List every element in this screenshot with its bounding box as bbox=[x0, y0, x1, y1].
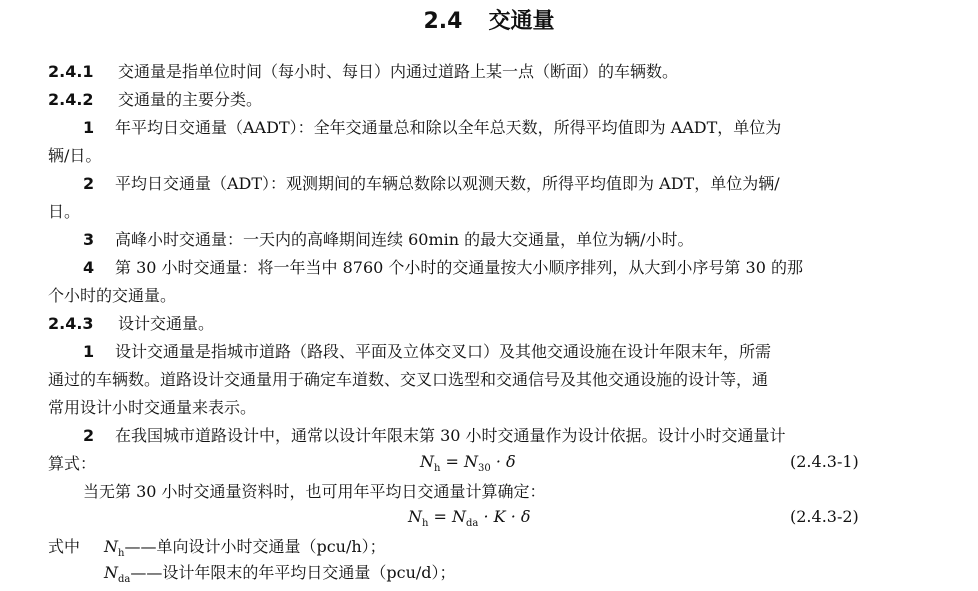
fallback-note: 当无第 30 小时交通量资料时，也可用年平均日交通量计算确定： bbox=[83, 482, 546, 501]
item-1-line-2: 辆/日。 bbox=[48, 146, 102, 165]
item-text: 年平均日交通量（AADT）：全年交通量总和除以全年总天数，所得平均值即为 AADT，单位为 bbox=[115, 118, 782, 137]
section-heading: 交通量 bbox=[488, 9, 555, 34]
section-title bbox=[0, 4, 978, 35]
formula-2-4-3-1: $N_h = N_{30} \cdot \delta$ bbox=[420, 452, 516, 475]
item-text: 高峰小时交通量：一天内的高峰期间连续 60min 的最大交通量，单位为辆/小时。 bbox=[115, 230, 694, 249]
section-number: 2.4 bbox=[423, 9, 463, 34]
clause-number: 2.4.3 bbox=[48, 314, 94, 333]
definition-text: ——单向设计小时交通量（pcu/h）； bbox=[124, 537, 386, 556]
design-item-1-line-1 bbox=[83, 342, 771, 362]
item-2-line-2: 日。 bbox=[48, 202, 81, 221]
item-number: 2 bbox=[83, 174, 95, 193]
definition-text: ——设计年限末的年平均日交通量（pcu/d）； bbox=[130, 563, 456, 582]
item-text: 在我国城市道路设计中，通常以设计年限末第 30 小时交通量作为设计依据。设计小时交通量计 bbox=[115, 426, 786, 445]
item-4-line-1 bbox=[83, 258, 803, 278]
formula-2-4-3-2: $N_h = N_{da} \cdot K \cdot \delta$ bbox=[408, 507, 531, 530]
clause-2-4-1 bbox=[48, 62, 678, 82]
item-number: 1 bbox=[83, 118, 95, 137]
where-label: 式中 bbox=[48, 537, 81, 556]
clause-text: 交通量的主要分类。 bbox=[118, 90, 263, 109]
equation-number-2: (2.4.3-2) bbox=[790, 507, 859, 526]
variable-definition-nh bbox=[48, 537, 386, 564]
item-number: 4 bbox=[83, 258, 95, 277]
symbol: $N_h$ bbox=[104, 537, 125, 560]
item-3-line-1 bbox=[83, 230, 694, 250]
clause-number: 2.4.1 bbox=[48, 62, 94, 81]
item-1-line-1 bbox=[83, 118, 781, 138]
design-item-2-line-1 bbox=[83, 426, 786, 446]
variable-definition-nda bbox=[104, 563, 456, 590]
item-2-line-1 bbox=[83, 174, 780, 194]
item-text: 第 30 小时交通量：将一年当中 8760 个小时的交通量按大小顺序排列，从大到小序号第 30 的那 bbox=[115, 258, 803, 277]
design-item-1-line-2: 通过的车辆数。道路设计交通量用于确定车道数、交叉口选型和交通信号及其他交通设施的设计等，通 bbox=[48, 370, 769, 389]
clause-text: 设计交通量。 bbox=[118, 314, 215, 333]
clause-2-4-3 bbox=[48, 314, 214, 334]
item-text: 设计交通量是指城市道路（路段、平面及立体交叉口）及其他交通设施在设计年限末年，所需 bbox=[115, 342, 772, 361]
clause-2-4-2 bbox=[48, 90, 262, 110]
item-text: 平均日交通量（ADT）：观测期间的车辆总数除以观测天数，所得平均值即为 ADT，单位为辆/ bbox=[115, 174, 780, 193]
symbol: $N_{da}$ bbox=[104, 563, 131, 586]
clause-number: 2.4.2 bbox=[48, 90, 94, 109]
clause-text: 交通量是指单位时间（每小时、每日）内通过道路上某一点（断面）的车辆数。 bbox=[118, 62, 679, 81]
design-item-2-line-2: 算式： bbox=[48, 454, 97, 473]
item-number: 2 bbox=[83, 426, 95, 445]
design-item-1-line-3: 常用设计小时交通量来表示。 bbox=[48, 398, 257, 417]
item-4-line-2: 个小时的交通量。 bbox=[48, 286, 177, 305]
equation-number-1: (2.4.3-1) bbox=[790, 452, 859, 471]
item-number: 1 bbox=[83, 342, 95, 361]
item-number: 3 bbox=[83, 230, 95, 249]
